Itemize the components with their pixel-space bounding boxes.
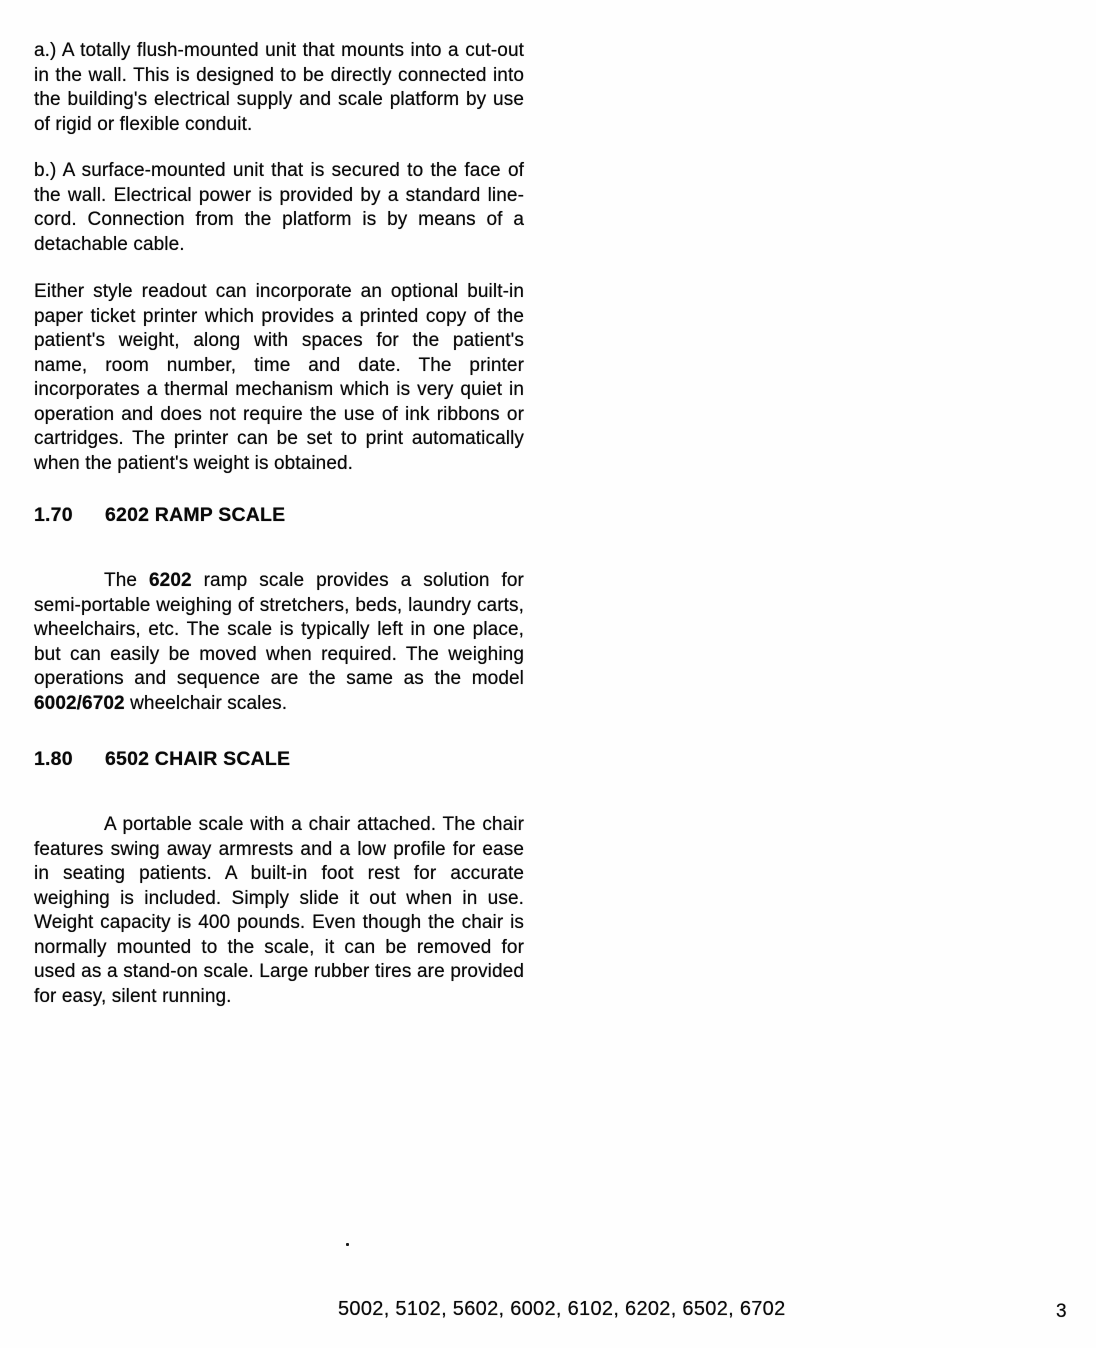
- model-number-6002-6702: 6002/6702: [34, 692, 125, 714]
- paragraph-flush-mounted-unit: a.) A totally flush-mounted unit that mounts into a cut-out in the wall. This is designed to be directly connected into the building's electrical supply and scale platform by use of rigid or flexible conduit.: [34, 40, 524, 135]
- section-heading-ramp-scale: [34, 504, 524, 527]
- ramp-body-segment: The: [104, 570, 149, 591]
- footer-model-list: 5002, 5102, 5602, 6002, 6102, 6202, 6502, 6702: [338, 1298, 786, 1320]
- section-heading-chair-scale: [34, 748, 524, 771]
- paragraph-chair-scale-body: A portable scale with a chair attached. The chair features swing away armrests and a low profile for ease in seating patients. A built-in foot rest for accurate weighing is included. Simply slide it out when in use. Weight capacity is 400 pounds. Even though the chair is normally mounted to the scale, it can be removed for used as a stand-on scale. Large rubber tires are provided for easy, silent running.: [34, 814, 524, 1007]
- section-number: 1.70: [34, 504, 73, 526]
- paragraph-surface-mounted-unit: b.) A surface-mounted unit that is secured to the face of the wall. Electrical power is provided by a standard line-cord. Connection from the platform is by means of a detachable cable.: [34, 160, 524, 255]
- ramp-body-segment: wheelchair scales.: [124, 692, 288, 714]
- model-number-6202: 6202: [149, 570, 192, 591]
- section-number: 1.80: [34, 748, 73, 770]
- page-number: 3: [1056, 1301, 1067, 1322]
- section-title: 6202 RAMP SCALE: [105, 504, 286, 526]
- paragraph-ramp-scale-body: [34, 569, 524, 716]
- ramp-body-segment: ramp scale provides a solution for semi-portable weighing of stretchers, beds, laundry carts, wheelchairs, etc. The scale is typically left in one place, but can easily be moved when required. The weighing operations and sequence are the same as the model: [34, 570, 524, 689]
- scan-artifact-dot: [346, 1243, 349, 1246]
- section-title: 6502 CHAIR SCALE: [105, 748, 291, 770]
- paragraph-ticket-printer: Either style readout can incorporate an optional built-in paper ticket printer which provides a printed copy of the patient's weight, along with spaces for the patient's name, room number, time and date. The printer incorporates a thermal mechanism which is very quiet in operation and does not require the use of ink ribbons or cartridges. The printer can be set to print automatically when the patient's weight is obtained.: [34, 281, 524, 474]
